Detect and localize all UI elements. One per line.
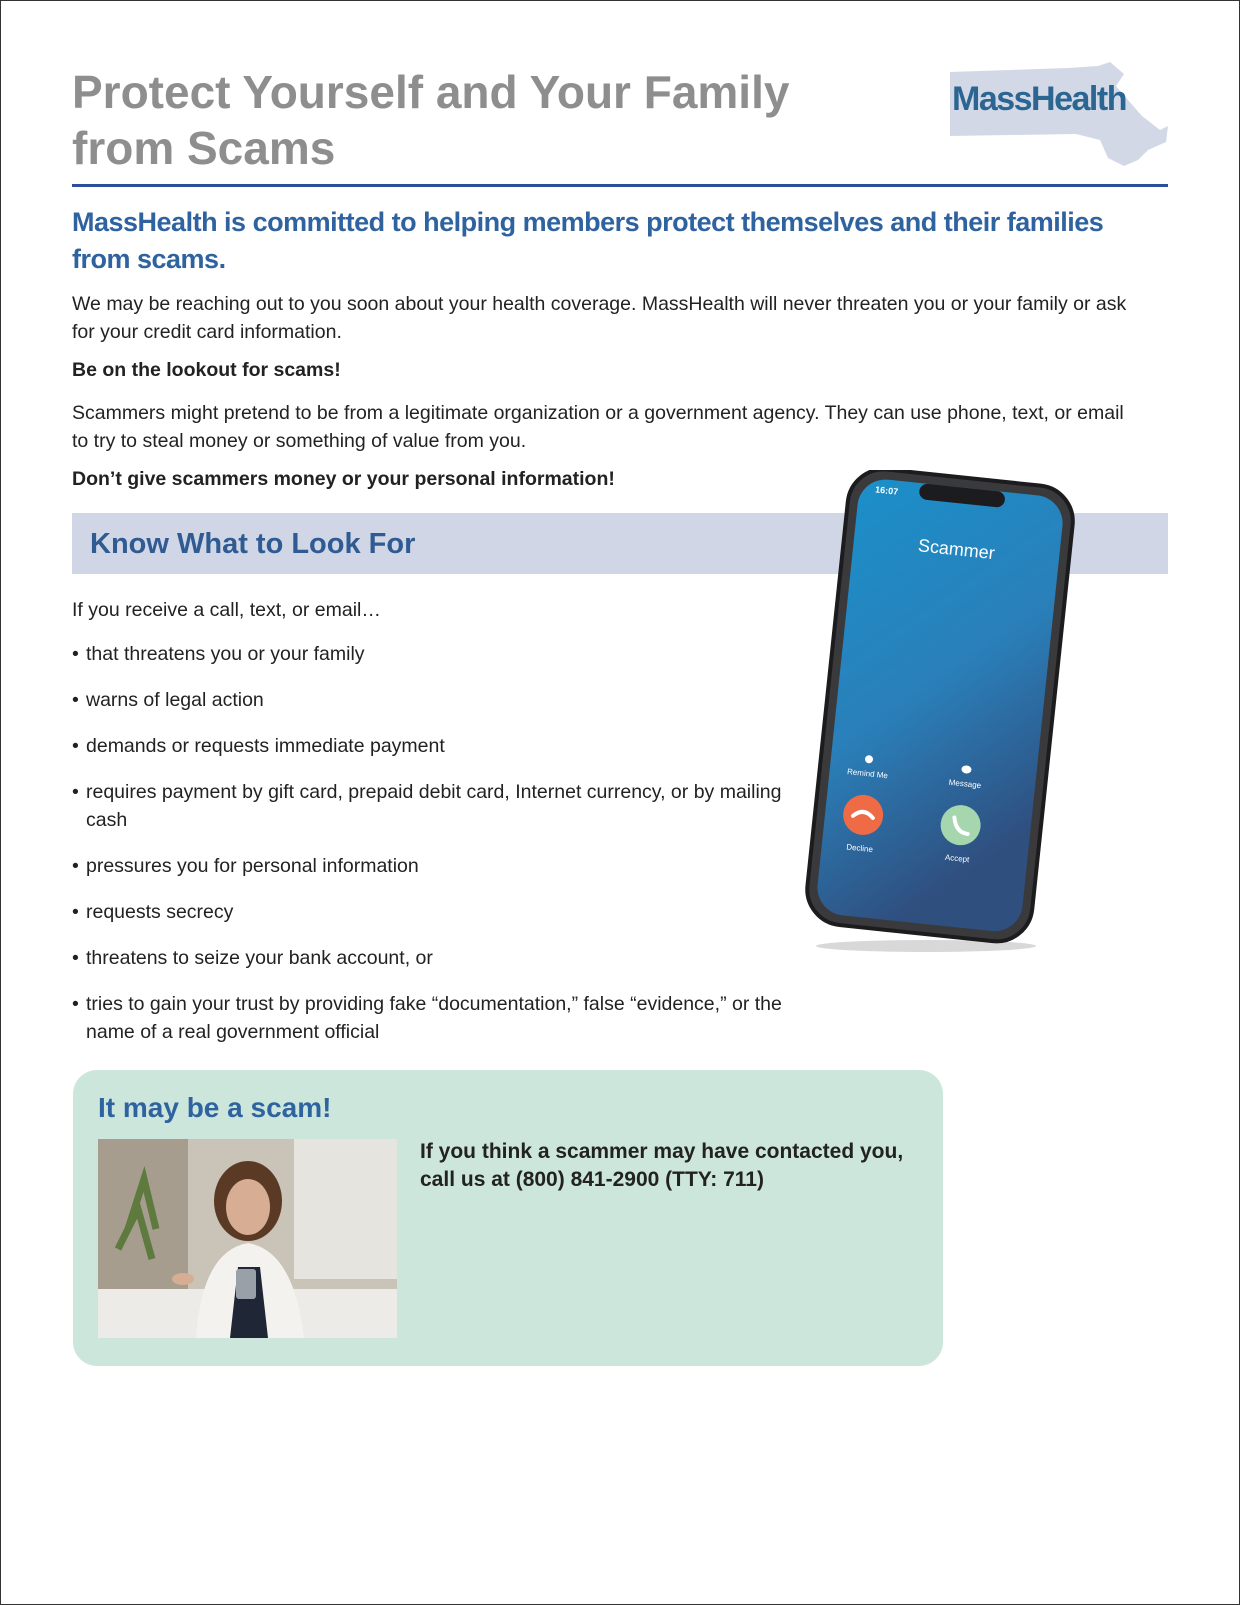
list-item: • demands or requests immediate payment: [72, 735, 445, 757]
list-item: • requires payment by gift card, prepaid debit card, Internet currency, or by mailing cash: [72, 781, 782, 831]
logo-text: MassHealth: [952, 80, 1126, 118]
warning-signs-list: [72, 640, 792, 1064]
decline-label: Decline: [845, 842, 874, 855]
section-title: Know What to Look For: [90, 528, 416, 560]
message-label: Message: [948, 777, 982, 791]
accept-label: Accept: [944, 852, 970, 865]
list-item: • tries to gain your trust by providing fake “documentation,” false “evidence,” or the name of a real government official: [72, 993, 782, 1043]
phone-illustration: [796, 470, 1076, 960]
intro-paragraph: We may be reaching out to you soon about your health coverage. MassHealth will never threaten you or your family or ask for your credit card information.: [72, 293, 1127, 343]
lookout-heading: Be on the lookout for scams!: [72, 359, 341, 381]
list-item: • threatens to seize your bank account, or: [72, 947, 433, 969]
callout-contact-text: If you think a scammer may have contacted you, call us at (800) 841-2900 (TTY: 711): [420, 1140, 904, 1191]
list-item: • requests secrecy: [72, 901, 234, 923]
intro-heading: MassHealth is committed to helping members protect themselves and their families from scams.: [72, 207, 1104, 274]
title-rule: [72, 184, 1168, 187]
caller-name: Scammer: [917, 535, 996, 564]
remind-me-label: Remind Me: [846, 767, 889, 781]
woman-on-phone-photo: [98, 1139, 397, 1338]
page-title: Protect Yourself and Your Family from Scams: [72, 66, 790, 174]
masshealth-logo: [948, 60, 1170, 172]
list-item: • warns of legal action: [72, 689, 264, 711]
list-item: • that threatens you or your family: [72, 643, 365, 665]
warning-text: Don’t give scammers money or your personal information!: [72, 468, 615, 490]
list-lead: If you receive a call, text, or email…: [72, 599, 381, 621]
list-item: • pressures you for personal information: [72, 855, 419, 877]
callout-title: It may be a scam!: [98, 1092, 332, 1123]
scammers-paragraph: Scammers might pretend to be from a legitimate organization or a government agency. They can use phone, text, or email to try to steal money or something of value from you.: [72, 402, 1124, 452]
phone-time: 16:07: [874, 484, 899, 497]
